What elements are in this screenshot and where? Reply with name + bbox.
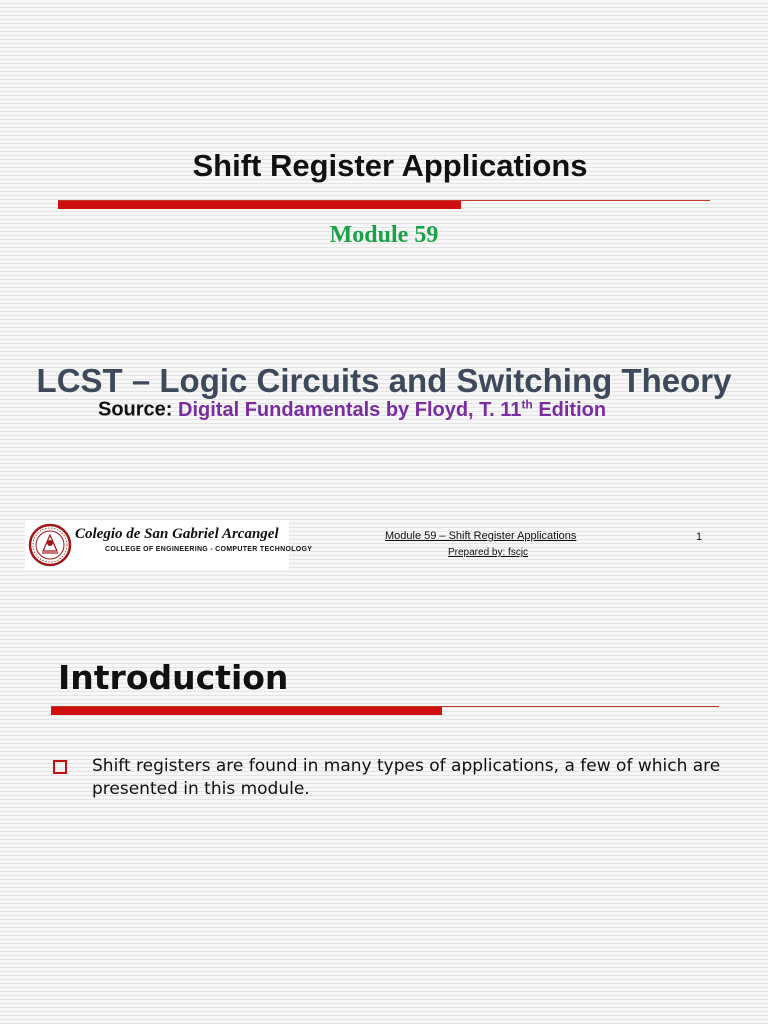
slide-title: Shift Register Applications xyxy=(192,148,588,183)
bullet-text: Shift registers are found in many types of applications, a few of which are presented in this module. xyxy=(92,756,721,799)
page-number: 1 xyxy=(696,531,703,543)
college-seal-icon xyxy=(28,523,72,567)
college-name: Colegio de San Gabriel Arcangel xyxy=(75,526,279,542)
section-title: Introduction xyxy=(58,658,289,697)
source-book: Digital Fundamentals by Floyd, T. 11 xyxy=(178,398,522,421)
course-title: LCST – Logic Circuits and Switching Theory xyxy=(36,362,732,399)
source-label: Source: xyxy=(98,398,173,421)
module-label: Module 59 xyxy=(329,222,439,248)
footer-prepared-by: Prepared by: fscjc xyxy=(448,547,529,558)
title-divider-thick xyxy=(58,201,461,209)
section-divider-thick xyxy=(51,707,442,715)
bullet-square-icon xyxy=(53,760,67,774)
college-subtitle: COLLEGE OF ENGINEERING - COMPUTER TECHNOLOGY xyxy=(105,546,313,553)
footer-module-line: Module 59 – Shift Register Applications xyxy=(385,530,577,542)
source-superscript: th xyxy=(521,397,533,411)
source-text xyxy=(178,399,606,421)
source-edition: Edition xyxy=(532,398,607,421)
college-logo xyxy=(25,520,313,570)
source-line xyxy=(98,397,606,422)
